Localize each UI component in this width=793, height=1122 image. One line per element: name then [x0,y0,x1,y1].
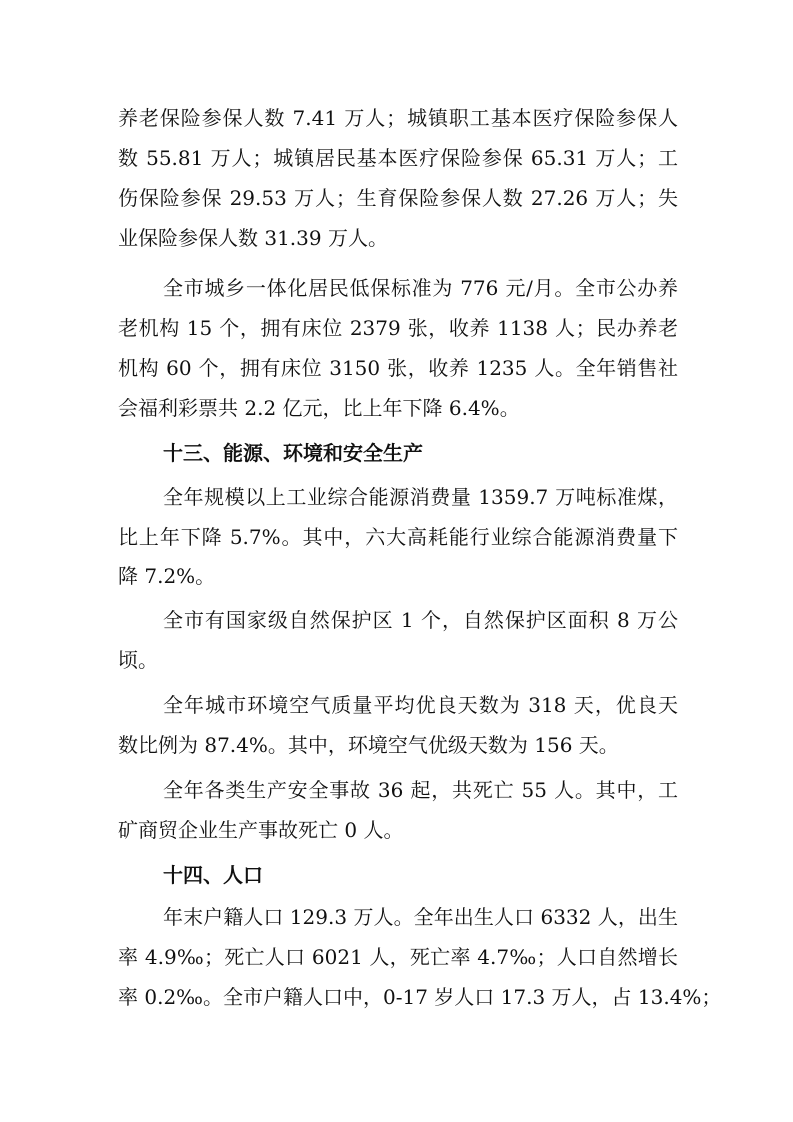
text-line: 降 7.2%。 [118,564,216,588]
text-line: 业保险参保人数 31.39 万人。 [118,226,388,250]
text-line: 养老保险参保人数 7.41 万人；城镇职工基本医疗保险参保人 [118,106,678,130]
text-line: 率 4.9‰；死亡人口 6021 人，死亡率 4.7‰；人口自然增长 [118,945,678,969]
text-line: 全市城乡一体化居民低保标准为 776 元/月。全市公办养 [163,276,678,300]
text-line: 率 0.2‰。全市户籍人口中，0-17 岁人口 17.3 万人，占 13.4%； [118,985,722,1009]
text-line: 全年各类生产安全事故 36 起，共死亡 55 人。其中，工 [163,778,678,802]
text-line: 数比例为 87.4%。其中，环境空气优级天数为 156 天。 [118,733,619,757]
text-line: 全年城市环境空气质量平均优良天数为 318 天，优良天 [163,693,678,717]
text-line: 老机构 15 个，拥有床位 2379 张，收养 1138 人；民办养老 [118,316,678,340]
text-line: 伤保险参保 29.53 万人；生育保险参保人数 27.26 万人；失 [118,186,678,210]
section-heading: 十三、能源、环境和安全生产 [163,441,423,465]
text-line: 年末户籍人口 129.3 万人。全年出生人口 6332 人，出生 [163,905,678,929]
text-line: 全年规模以上工业综合能源消费量 1359.7 万吨标准煤， [163,485,678,509]
text-line: 全市有国家级自然保护区 1 个，自然保护区面积 8 万公 [163,608,678,632]
section-heading: 十四、人口 [163,863,263,887]
text-line: 机构 60 个，拥有床位 3150 张，收养 1235 人。全年销售社 [118,356,678,380]
text-line: 矿商贸企业生产事故死亡 0 人。 [118,818,404,842]
text-line: 顷。 [118,648,158,672]
text-line: 数 55.81 万人；城镇居民基本医疗保险参保 65.31 万人；工 [118,146,678,170]
text-line: 会福利彩票共 2.2 亿元，比上年下降 6.4%。 [118,396,520,420]
text-line: 比上年下降 5.7%。其中，六大高耗能行业综合能源消费量下 [118,525,678,549]
